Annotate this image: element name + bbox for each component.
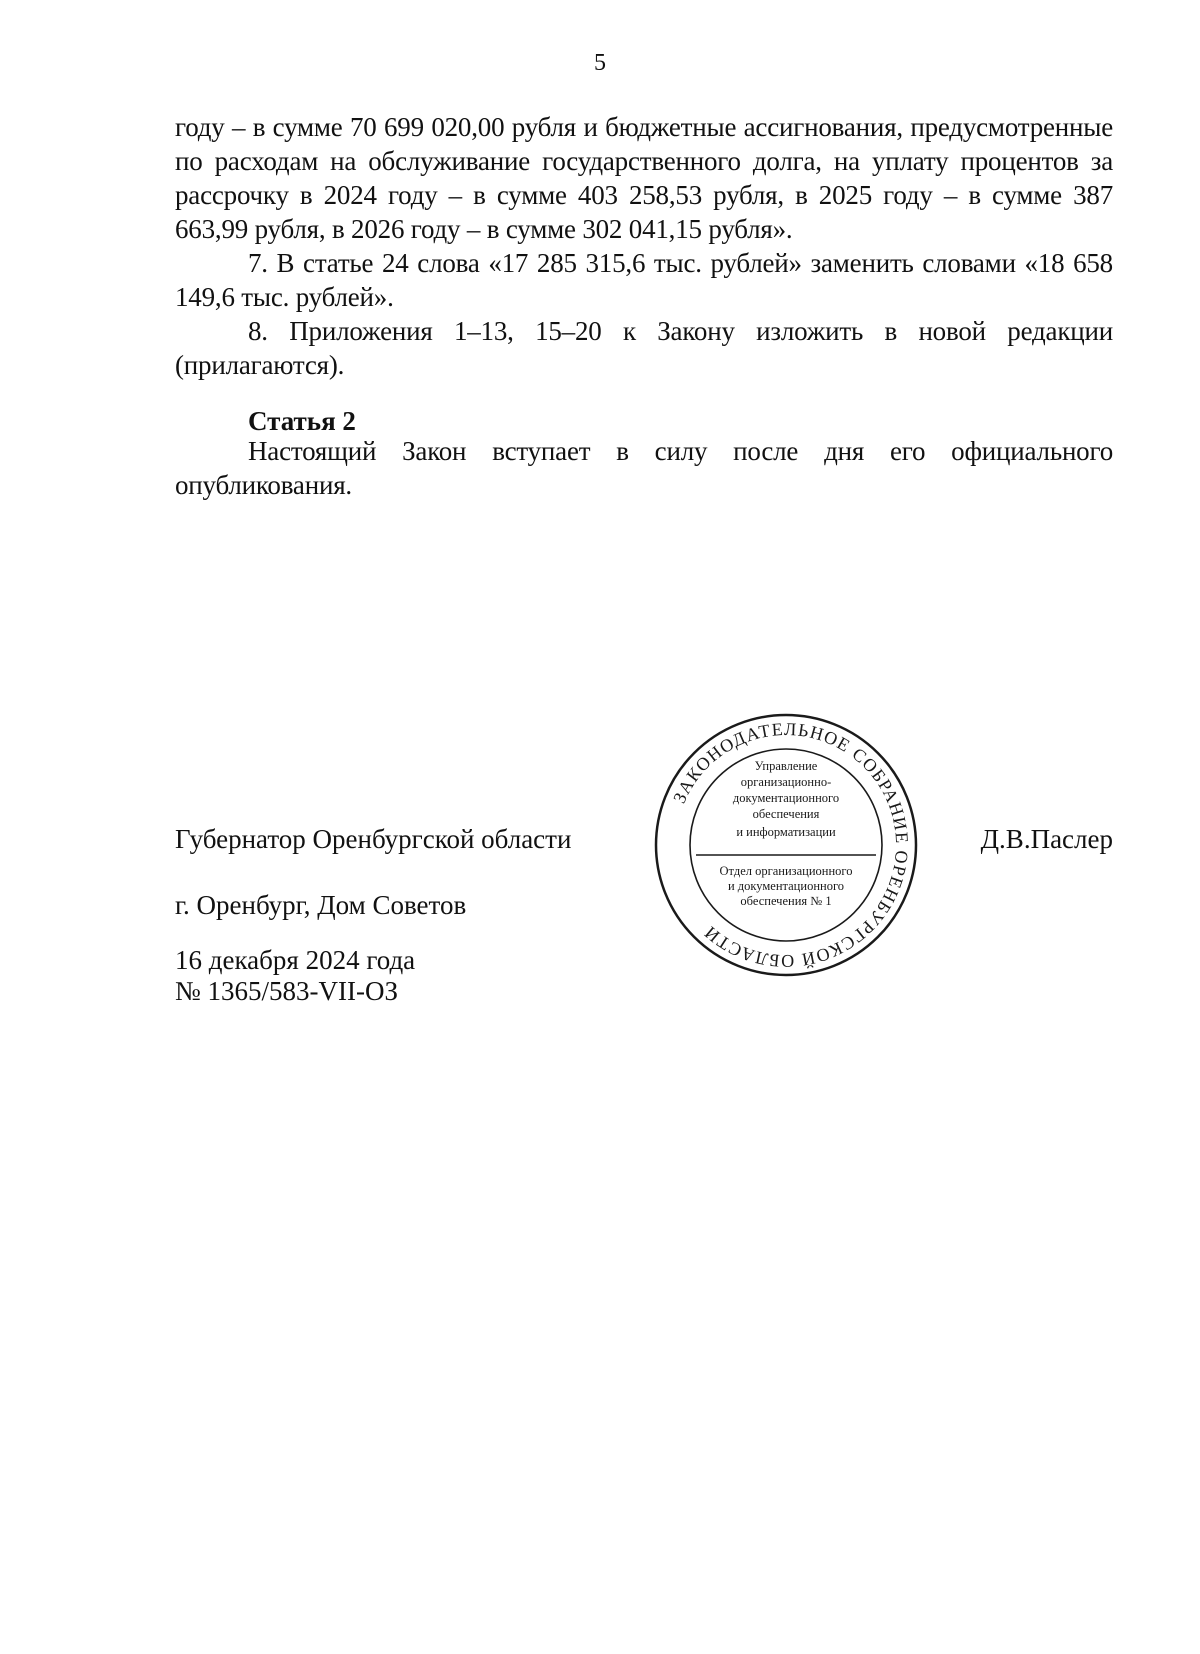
svg-text:организационно-: организационно- [740, 775, 832, 789]
body-text [175, 110, 1113, 382]
svg-text:Управление: Управление [754, 759, 818, 773]
svg-text:и документационного: и документационного [727, 879, 845, 893]
svg-text:документационного: документационного [732, 791, 840, 805]
svg-text:и информатизации: и информатизации [736, 825, 836, 839]
official-seal-stamp [653, 712, 919, 978]
svg-text:ЗАКОНОДАТЕЛЬНОЕ СОБРАНИЕ ОРЕНБ: ЗАКОНОДАТЕЛЬНОЕ СОБРАНИЕ ОРЕНБУРГСКОЙ ОБЛАСТИ [669, 718, 913, 972]
paragraph-item-7: 7. В статье 24 слова «17 285 315,6 тыс. рублей» заменить словами «18 658 149,6 тыс. рублей». [175, 248, 1113, 312]
article-text: Настоящий Закон вступает в силу после дня его официального опубликования. [175, 436, 1113, 500]
signature-title: Губернатор Оренбургской области [175, 824, 572, 854]
page-number: 5 [594, 50, 606, 76]
document-number: № 1365/583-VII-ОЗ [175, 976, 399, 1006]
signing-place: г. Оренбург, Дом Советов [175, 890, 467, 920]
signature-name: Д.В.Паслер [980, 824, 1113, 854]
seal-outer-ring [656, 715, 916, 975]
svg-text:обеспечения: обеспечения [752, 807, 820, 821]
article-heading: Статья 2 [248, 406, 356, 436]
paragraph-continued: году – в сумме 70 699 020,00 рубля и бюджетные ассигнования, предусмотренные по расходам на обслуживание государственного долга, на уплату процентов за рассрочку в 2024 году – в сумме 403 258,53 рубля, в 2025 году – в сумме 387 663,99 рубля, в 2026 году – в сумме 302 041,15 рубля». [175, 112, 1113, 244]
svg-text:обеспечения № 1: обеспечения № 1 [740, 894, 832, 908]
svg-text:Отдел организационного: Отдел организационного [719, 864, 853, 878]
paragraph-item-8: 8. Приложения 1–13, 15–20 к Закону изложить в новой редакции (прилагаются). [175, 316, 1113, 380]
signing-date: 16 декабря 2024 года [175, 945, 416, 975]
